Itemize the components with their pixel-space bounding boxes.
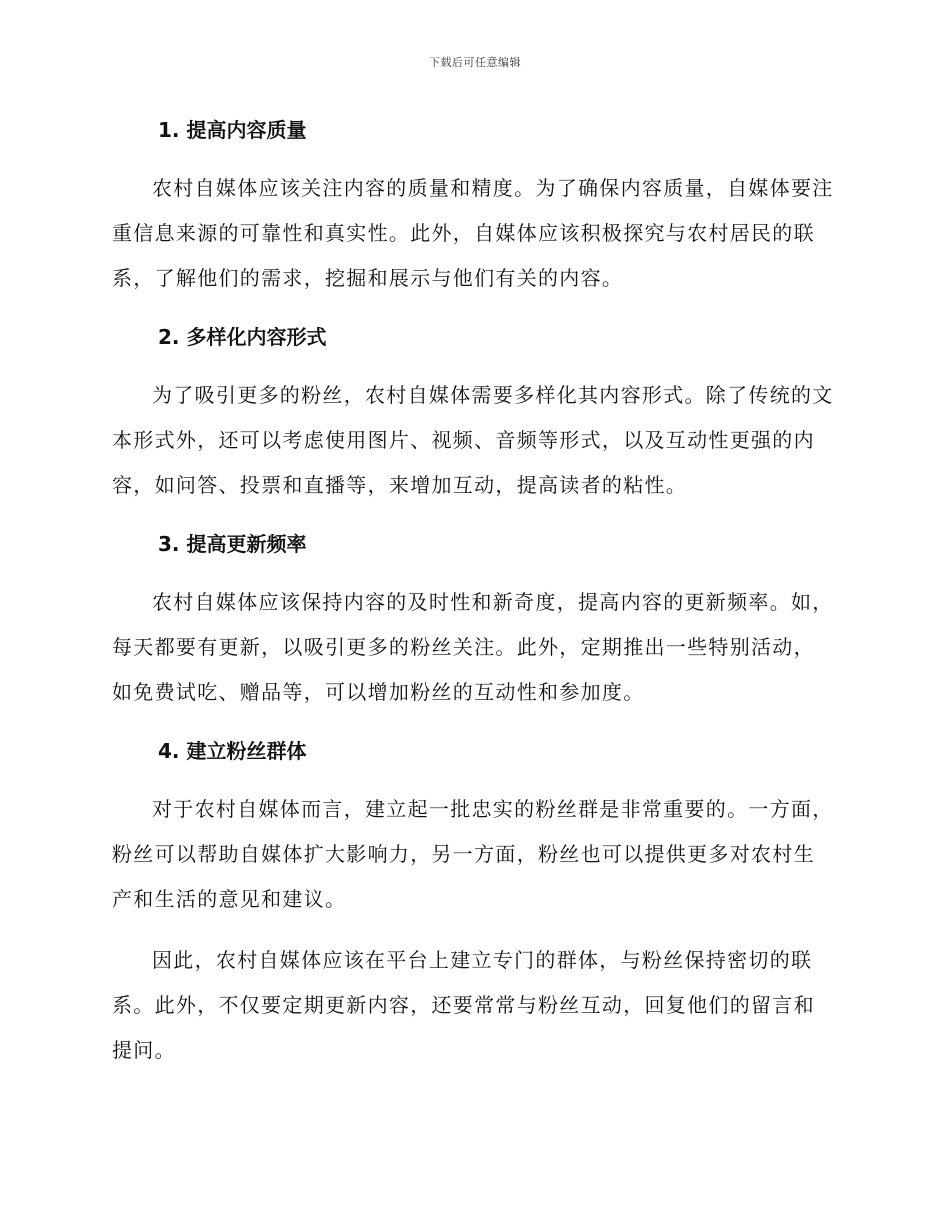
document-body xyxy=(112,110,834,1073)
section-paragraph-2: 为了吸引更多的粉丝，农村自媒体需要多样化其内容形式。除了传统的文本形式外，还可以考虑使用图片、视频、音频等形式，以及互动性更强的内容，如问答、投票和直播等，来增加互动，提高读者的粘性。 xyxy=(112,383,834,497)
section-heading-3: 3. 提高更新频率 xyxy=(158,532,307,556)
section-heading-2: 2. 多样化内容形式 xyxy=(158,325,327,349)
section-paragraph-3: 农村自媒体应该保持内容的及时性和新奇度，提高内容的更新频率。如，每天都要有更新，以吸引更多的粉丝关注。此外，定期推出一些特别活动，如免费试吃、赠品等，可以增加粉丝的互动性和参加度。 xyxy=(112,590,834,704)
section-paragraph-4b: 因此，农村自媒体应该在平台上建立专门的群体，与粉丝保持密切的联系。此外，不仅要定期更新内容，还要常常与粉丝互动，回复他们的留言和提问。 xyxy=(112,948,815,1062)
section-paragraph-4: 对于农村自媒体而言，建立起一批忠实的粉丝群是非常重要的。一方面，粉丝可以帮助自媒体扩大影响力，另一方面，粉丝也可以提供更多对农村生产和生活的意见和建议。 xyxy=(112,797,834,911)
section-heading-1: 1. 提高内容质量 xyxy=(158,118,307,142)
section-paragraph-1: 农村自媒体应该关注内容的质量和精度。为了确保内容质量，自媒体要注重信息来源的可靠性和真实性。此外，自媒体应该积极探究与农村居民的联系，了解他们的需求，挖掘和展示与他们有关的内容。 xyxy=(112,176,834,290)
page-header: 下载后可任意编辑 xyxy=(429,56,521,69)
section-heading-4: 4. 建立粉丝群体 xyxy=(158,739,307,763)
